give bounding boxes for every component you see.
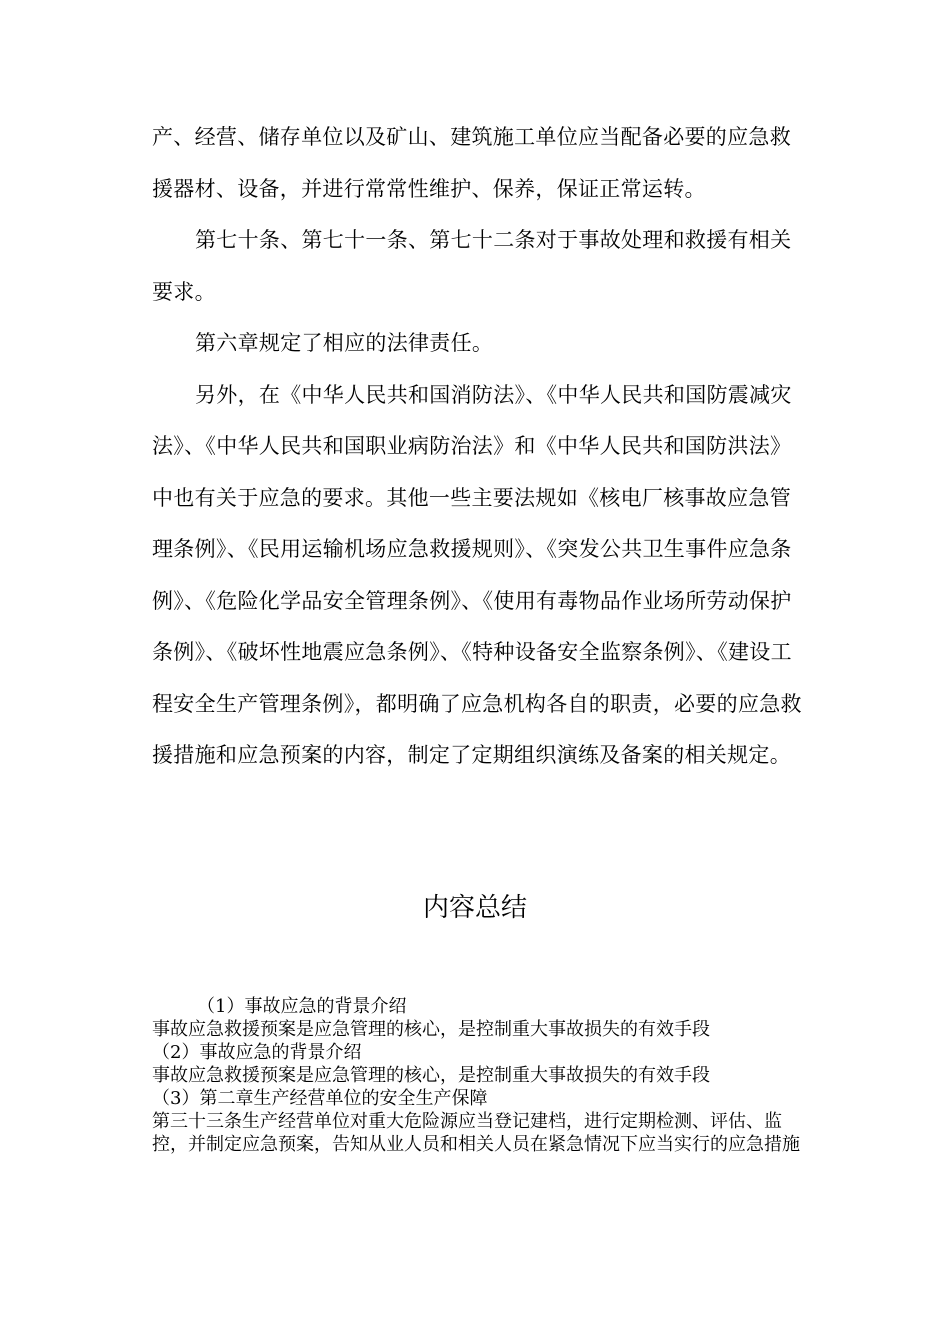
summary-heading-3: （3）第二章生产经营单位的安全生产保障 xyxy=(152,1088,488,1109)
paragraph-chapter-6: 第六章规定了相应的法律责任。 xyxy=(195,331,494,355)
paragraph-continuation: 产、经营、储存单位以及矿山、建筑施工单位应当配备必要的应急救援器材、设备，并进行常常性维护、保养，保证正常运转。 xyxy=(152,125,791,201)
summary-text-1: 事故应急救援预案是应急管理的核心，是控制重大事故损失的有效手段 xyxy=(152,1019,710,1040)
summary-list xyxy=(152,995,802,1156)
paragraph-other-laws: 另外，在《中华人民共和国消防法》、《中华人民共和国防震减灾法》、《中华人民共和国职业病防治法》和《中华人民共和国防洪法》中也有关于应急的要求。其他一些主要法规如《核电厂核事故应急管理条例》、《民用运输机场应急救援规则》、《突发公共卫生事件应急条例》、《危险化学品安全管理条例》、《使用有毒物品作业场所劳动保护条例》、《破坏性地震应急条例》、《特种设备安全监察条例》、《建设工程安全生产管理条例》，都明确了应急机构各自的职责，必要的应急救援措施和应急预案的内容，制定了定期组织演练及备案的相关规定。 xyxy=(152,382,802,767)
summary-title: 内容总结 xyxy=(422,893,527,923)
summary-text-3: 第三十三条生产经营单位对重大危险源应当登记建档，进行定期检测、评估、监控，并制定应急预案，告知从业人员和相关人员在紧急情况下应当实行的应急措施 xyxy=(152,1111,800,1155)
body-text xyxy=(152,112,802,782)
summary-heading-2: （2）事故应急的背景介绍 xyxy=(152,1042,362,1063)
summary-text-2: 事故应急救援预案是应急管理的核心，是控制重大事故损失的有效手段 xyxy=(152,1065,710,1086)
summary-heading-1: （1）事故应急的背景介绍 xyxy=(197,996,407,1017)
paragraph-article-70: 第七十条、第七十一条、第七十二条对于事故处理和救援有相关要求。 xyxy=(152,228,792,304)
